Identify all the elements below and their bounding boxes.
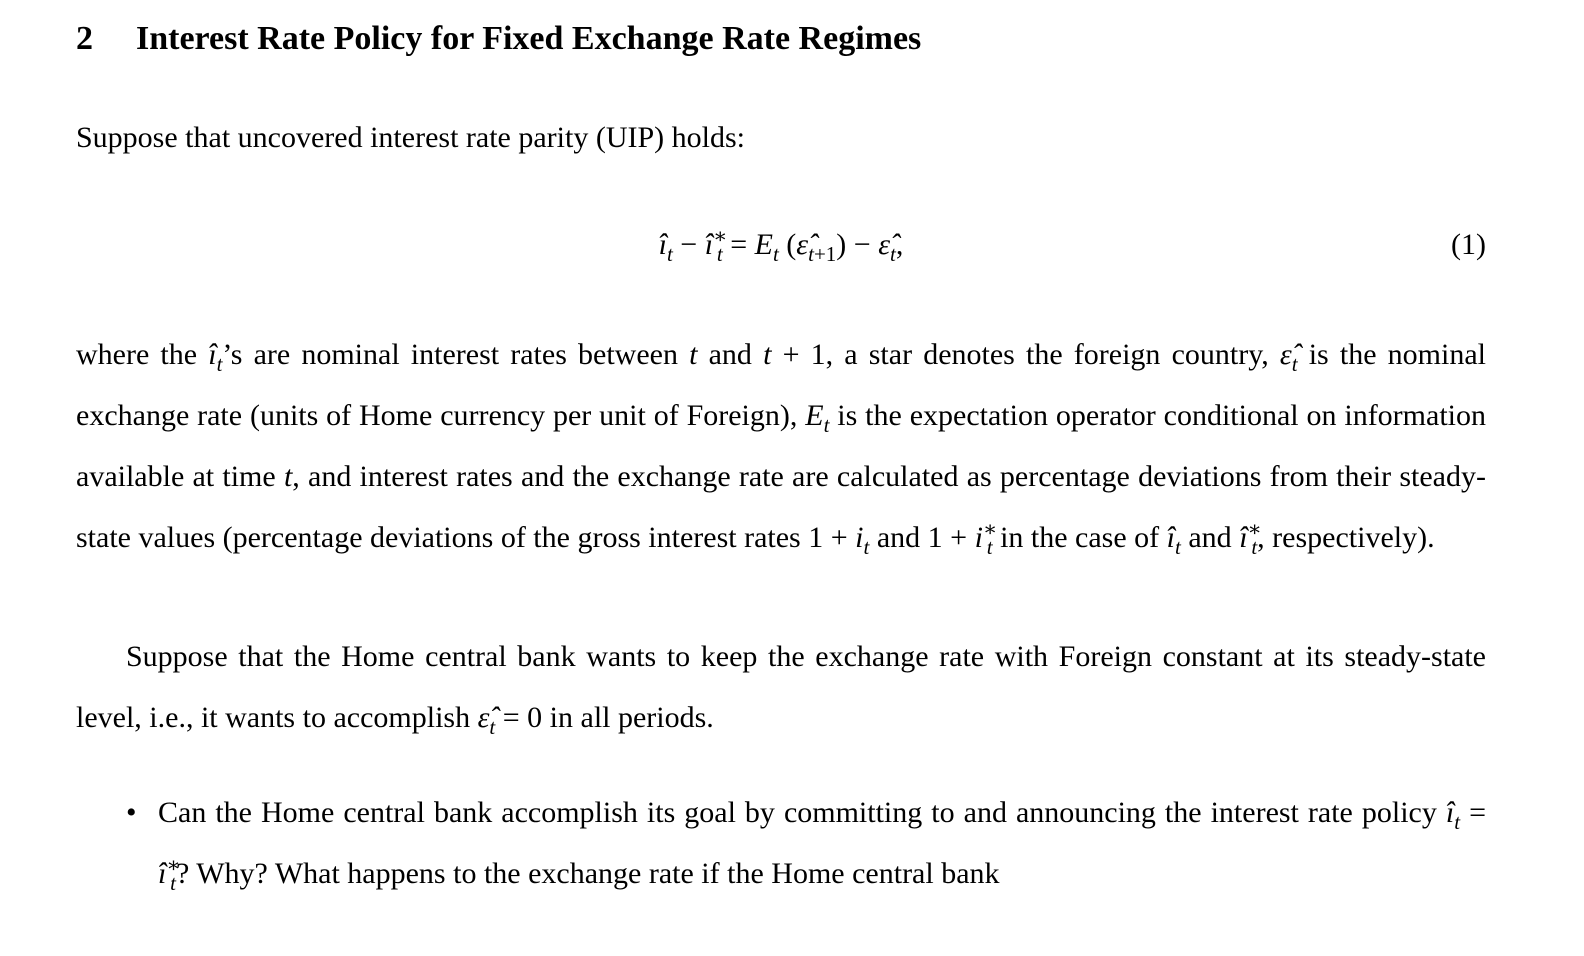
text-segment: Can the Home central bank accomplish its goal by committing to and announcing the interest rate policy	[158, 796, 1446, 829]
section-number: 2	[76, 20, 93, 57]
text-segment: is the expectation operator conditional on information available at time	[76, 399, 1486, 493]
where-paragraph: where the $î_t’s$ are nominal interest rates between t and t + 1, a star denotes the foreign country, $\varepsilon̂_t$ is the nominal exchange rate (units of Home currency per unit of Foreign), $E_t$ is the expectation operator conditional on information available at time t, and interest rates and the exchange rate are calculated as percentage deviations from their steady-state values (percentage deviations of the gross interest rates $1 + i_t$ and $1 + i^∗_t$ in the case of $î_t$ and $î^∗_t$, respectively).	[76, 338, 1486, 559]
intro-paragraph: Suppose that uncovered interest rate parity (UIP) holds:	[76, 121, 745, 154]
text-segment: in the case of	[992, 521, 1167, 554]
text-segment: in all periods.	[542, 701, 714, 734]
section-heading	[76, 20, 921, 58]
text-segment: , and interest rates and the exchange rate are calculated as percentage deviations from their steady-state values (percentage deviations of the gross interest rates	[76, 460, 1486, 554]
bullet-icon: •	[126, 796, 137, 829]
text-segment: and	[697, 338, 764, 371]
question-list	[76, 782, 1486, 904]
text-segment: , respectively).	[1257, 521, 1435, 554]
section-title: Interest Rate Policy for Fixed Exchange Rate Regimes	[136, 20, 922, 57]
text-segment: , a star denotes the foreign country,	[825, 338, 1280, 371]
text-segment: ’s are nominal interest rates between	[222, 338, 690, 371]
equation-number: (1)	[1451, 228, 1486, 261]
text-segment: where the	[76, 338, 209, 371]
text-segment: is the nominal exchange rate (units of Home currency per unit of Foreign),	[76, 338, 1486, 432]
text-segment: Suppose that the Home central bank wants to keep the exchange rate with Foreign constant at its steady-state level, i.e., it wants to accomplish	[76, 640, 1486, 734]
goal-paragraph: Suppose that the Home central bank wants to keep the exchange rate with Foreign constant at its steady-state level, i.e., it wants to accomplish $\varepsilon̂_t = 0$ in all periods.	[76, 640, 1486, 739]
equation-uip	[76, 214, 1486, 275]
text-segment: and	[869, 521, 928, 554]
text-segment: ? Why? What happens to the exchange rate if the Home central bank	[175, 857, 1000, 890]
list-item: • Can the Home central bank accomplish its goal by committing to and announcing the interest rate policy $î_t$ = $î^∗_t$? Why? What happens to the exchange rate if the Home central bank	[76, 782, 1486, 904]
equation-body: $î_t$ − $î^∗_t = E_t$ $(\varepsilon̂_{t+1})$ − $\varepsilon̂_t$,	[658, 224, 904, 266]
text-segment: and	[1180, 521, 1240, 554]
